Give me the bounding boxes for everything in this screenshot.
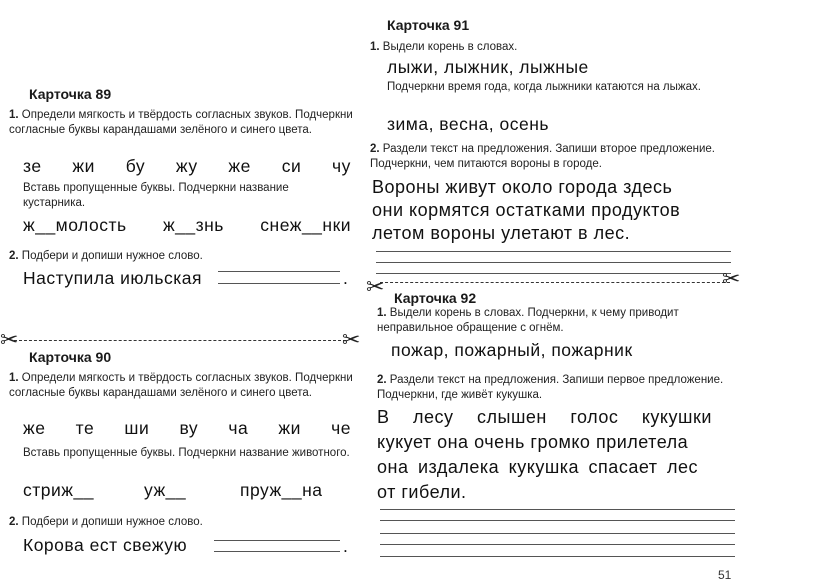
card90-task1-text: Определи мягкость и твёрдость согласных звуков. Подчеркни согласные буквы карандашами зелёного и синего цвета. [9, 372, 353, 399]
page-number: 51 [718, 568, 732, 582]
text-line: она издалека кукушка спасает лес [377, 457, 699, 477]
card89-end-dot: . [343, 268, 349, 288]
card91-answer-line [376, 251, 731, 252]
card91-task2-text: Раздели текст на предложения. Запиши второе предложение. Подчеркни, чем питаются вороны в городе. [370, 143, 715, 170]
text-line: кукует она очень громко прилетела [377, 432, 689, 452]
card91-task2-num: 2. [370, 143, 380, 155]
syllable: зе [23, 156, 42, 176]
card90-task2-text: Подбери и допиши нужное слово. [21, 516, 203, 528]
card91-answer-line [376, 273, 731, 274]
card89-task1-text: Определи мягкость и твёрдость согласных звуков. Подчеркни согласные буквы карандашами зелёного и синего цвета. [9, 109, 353, 136]
syllable: ши [124, 418, 150, 438]
syllable: жу [175, 156, 198, 176]
syllable: ча [228, 418, 249, 438]
card90-end-dot: . [343, 536, 349, 556]
card90-task1 [9, 371, 353, 401]
card90-task2-num: 2. [9, 516, 19, 528]
card89-gap-words [23, 215, 351, 236]
card92-words-1: пожар, пожарный, пожарник [391, 340, 633, 360]
card89-syllables [23, 156, 351, 177]
gap-word: снеж__нки [260, 215, 351, 235]
text-line-content: Вороны живут около города здесь [372, 177, 673, 197]
card89-insert-instruction: Вставь пропущенные буквы. Подчеркни название кустарника. [23, 182, 289, 209]
card92-answer-line [380, 533, 735, 534]
card91-task1-num: 1. [370, 41, 380, 53]
scissors-icon: ✂ [342, 327, 361, 352]
card92-task2-text: Раздели текст на предложения. Запиши первое предложение. Подчеркни, где живёт кукушка. [377, 374, 724, 401]
card91-task2 [370, 142, 732, 172]
card91-words-2: зима, весна, осень [387, 114, 549, 134]
card89-task1-num: 1. [9, 109, 19, 121]
syllable: си [281, 156, 302, 176]
card89-answer-line [218, 283, 340, 284]
card92-answer-line [380, 509, 735, 510]
text-line-content: летом вороны улетают в лес. [372, 223, 631, 243]
card89-task2 [9, 249, 349, 264]
syllable: чу [332, 156, 351, 176]
card90-sentence: Корова ест свежую [23, 535, 188, 555]
scissors-icon: ✂ [366, 274, 385, 299]
card92-answer-line [380, 520, 735, 521]
card90-syllables [23, 418, 351, 439]
card89-title: Карточка 89 [29, 86, 112, 102]
syllable: те [75, 418, 95, 438]
card91-title: Карточка 91 [387, 17, 470, 33]
gap-word: ж__знь [162, 215, 224, 235]
card90-answer-line-upper [214, 540, 340, 541]
card90-title: Карточка 90 [29, 349, 112, 365]
card89-sentence: Наступила июльская [23, 268, 202, 288]
card90-task2 [9, 515, 349, 530]
card91-task1-text: Выдели корень в словах. [382, 41, 518, 53]
text-line [372, 176, 732, 199]
card91-text [372, 176, 732, 245]
text-line [372, 222, 732, 245]
gap-word: стриж__ [23, 480, 94, 500]
syllable: же [228, 156, 251, 176]
card92-task2 [377, 373, 739, 403]
scissors-icon: ✂ [722, 266, 741, 291]
card90-gap-words [23, 480, 343, 502]
gap-word: ж__молость [23, 215, 127, 235]
syllable: жи [278, 418, 301, 438]
card92-text [377, 405, 737, 505]
card90-task1-num: 1. [9, 372, 19, 384]
text-line-content: они кормятся остатками продуктов [372, 200, 681, 220]
card90-answer-line [214, 551, 340, 552]
syllable: ву [179, 418, 199, 438]
card92-answer-line [380, 556, 735, 557]
gap-word: пруж__на [240, 480, 323, 500]
scissors-icon: ✂ [0, 327, 19, 352]
syllable: жи [72, 156, 95, 176]
text-line [372, 199, 732, 222]
text-line: от гибели. [377, 482, 467, 502]
card92-task1-text: Выдели корень в словах. Подчеркни, к чему приводит неправильное обращение с огнём. [377, 307, 679, 334]
card92-title: Карточка 92 [394, 290, 477, 306]
syllable: че [331, 418, 351, 438]
text-line: В лесу слышен голос кукушки [377, 407, 712, 427]
card91-words-1: лыжи, лыжник, лыжные [387, 57, 589, 77]
syllable: же [23, 418, 46, 438]
card91-sub-instruction: Подчеркни время года, когда лыжники катаются на лыжах. [387, 81, 701, 93]
card89-task1 [9, 108, 353, 138]
card91-92-cut-line [380, 282, 730, 283]
card89-task2-text: Подбери и допиши нужное слово. [21, 250, 203, 262]
card91-task1 [370, 40, 730, 55]
card92-task2-num: 2. [377, 374, 387, 386]
syllable: бу [125, 156, 146, 176]
card92-task1 [377, 306, 739, 336]
gap-word: уж__ [144, 480, 187, 500]
card89-90-cut-line [14, 340, 346, 341]
card89-task2-num: 2. [9, 250, 19, 262]
card91-answer-line [376, 262, 731, 263]
card92-answer-line [380, 544, 735, 545]
card89-answer-line-upper [218, 271, 340, 272]
card92-task1-num: 1. [377, 307, 387, 319]
card90-insert-instruction: Вставь пропущенные буквы. Подчеркни название животного. [23, 447, 350, 459]
